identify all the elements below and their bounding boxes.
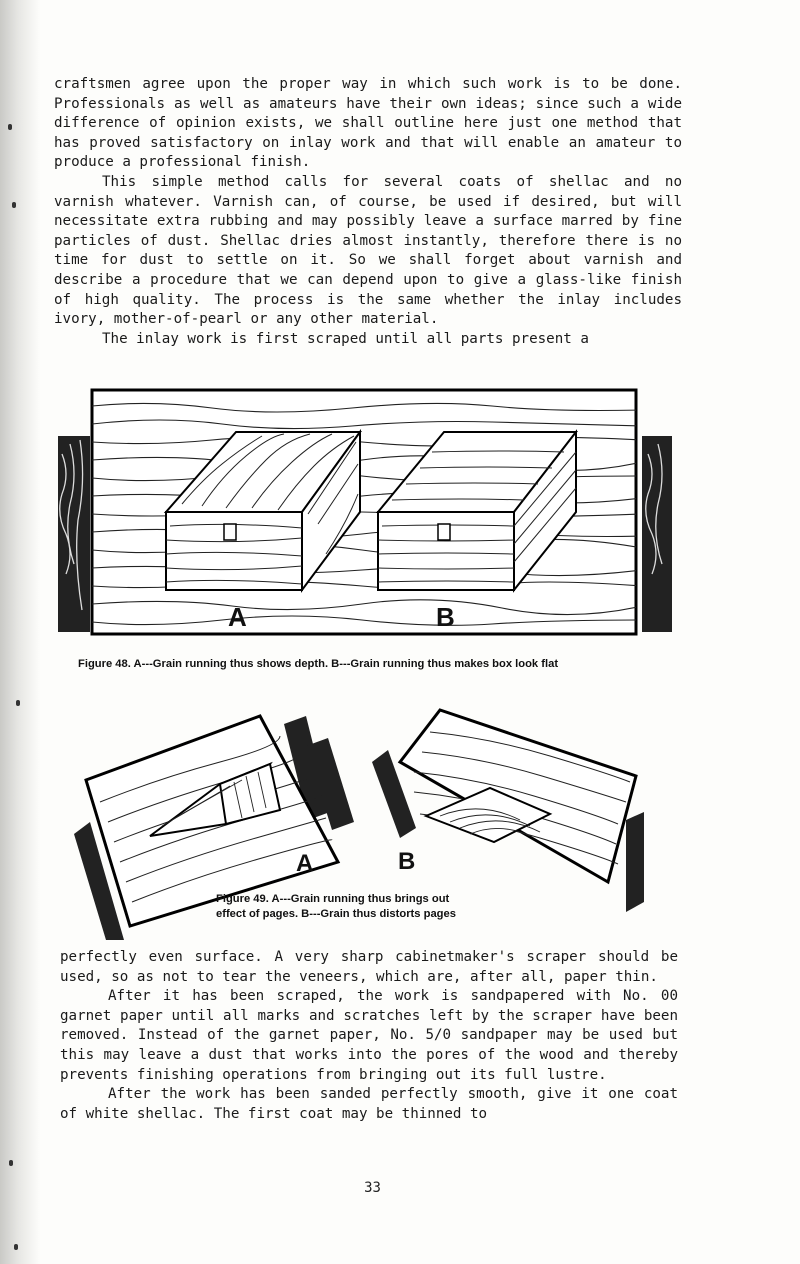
paragraph: After the work has been sanded perfectly smooth, give it one coat of white shellac. The first coat may be thinned to xyxy=(60,1086,678,1122)
figure-48-caption: Figure 48. A---Grain running thus shows depth. B---Grain running thus makes box look flat xyxy=(78,658,559,670)
figure-49-caption-line1: Figure 49. A---Grain running thus brings out xyxy=(216,893,450,905)
figure-49-caption-line2: effect of pages. B---Grain thus distorts pages xyxy=(216,908,456,920)
scan-mark xyxy=(8,124,12,130)
paragraph: craftsmen agree upon the proper way in which such work is to be done. Professionals as well as amateurs have their own ideas; since such a wide difference of opinion exists, we shall outline here just one method that has proved satisfactory on inlay work and that will enable an amateur to produce a professional finish. xyxy=(54,76,682,171)
body-text-bottom xyxy=(60,948,678,1124)
figure-49-label-a: A xyxy=(296,850,314,877)
figure-48-label-b: B xyxy=(436,602,455,632)
figure-48-illustration xyxy=(56,384,676,648)
scan-mark xyxy=(16,700,20,706)
figure-48-label-a: A xyxy=(228,602,247,632)
page-edge-shadow xyxy=(0,0,40,1264)
paragraph: The inlay work is first scraped until all parts present a xyxy=(102,330,589,347)
scan-mark xyxy=(12,202,16,208)
figure-49-label-b: B xyxy=(398,848,416,875)
paragraph: After it has been scraped, the work is sandpapered with No. 00 garnet paper until all marks and scratches left by the scraper have been removed. Instead of the garnet paper, No. 5/0 sandpaper may be used but this may leave a dust that works into the pores of the wood and thereby prevents finishing operations from bringing out its full lustre. xyxy=(60,988,678,1083)
paragraph: perfectly even surface. A very sharp cabinetmaker's scraper should be used, so as not to tear the veneers, which are, after all, paper thin. xyxy=(60,949,678,985)
scan-mark xyxy=(9,1160,13,1166)
body-text-top xyxy=(54,75,682,349)
page-number: 33 xyxy=(364,1180,381,1196)
paragraph: This simple method calls for several coats of shellac and no varnish whatever. Varnish can, of course, be used if desired, but will necessitate extra rubbing and may possibly leave a surface marred by fine particles of dust. Shellac dries almost instantly, therefore there is no time for dust to settle on it. So we shall forget about varnish and describe a procedure that we can depend upon to give a glass-like finish of high quality. The process is the same whether the inlay includes ivory, mother-of-pearl or any other material. xyxy=(54,173,682,328)
scan-mark xyxy=(14,1244,18,1250)
